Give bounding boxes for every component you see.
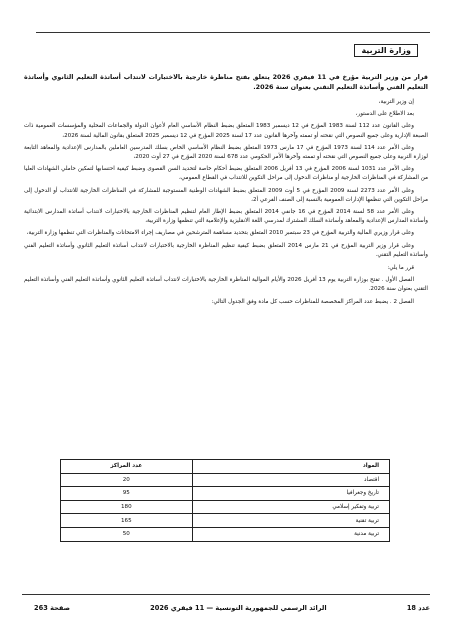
decree-body [24, 72, 428, 310]
subject-cell: تربية مدنية [192, 527, 389, 541]
centers-cell: 165 [61, 514, 193, 528]
centers-cell: 95 [61, 487, 193, 501]
paragraph: إن وزير التربية، [378, 99, 414, 105]
header-centers: عدد المراكز [61, 460, 193, 474]
page-footer [34, 604, 430, 612]
table-row [61, 514, 390, 528]
paragraph: وعلى قرار وزيري المالية والتربية المؤرخ في 23 سبتمبر 2010 المتعلق بتحديد مساهمة المترشحين في مصاريف إجراء الامتحانات والمناظرات التي تنظمها وزارة التربية، [26, 230, 414, 237]
centers-cell: 50 [61, 527, 193, 541]
paragraph: وعلى القانون عدد 112 لسنة 1983 المؤرخ في 12 ديسمبر 1983 المتعلق بضبط النظام الأساسي العام لأعوان الدولة والجماعات المحلية والمؤسسات العمومية ذات الصبغة الإدارية وعلى جميع النصوص التي نقحته أو تممته وآخرها القانون عدد 17 لسنة 2025 المؤرخ في 12 ديسمبر 2025 المتعلق بقانون المالية لسنة 2026، [24, 123, 428, 139]
top-rule [36, 32, 430, 33]
article-1: الفصل الأول . تفتح بوزارة التربية يوم 13 أفريل 2026 والأيام الموالية المناظرة الخارجية بالاختبارات لانتداب أساتذة التعليم الثانوي وأساتذة التعليم الفني وأساتذة التعليم التقني بعنوان سنة 2026. [24, 277, 428, 293]
article-2: الفصل 2 . يضبط عدد المراكز المخصصة للمناظرات حسب كل مادة وفق الجدول التالي: [211, 298, 414, 305]
paragraph: بعد الاطلاع على الدستور، [355, 111, 414, 118]
subject-cell: تاريخ وجغرافيا [192, 487, 389, 501]
table-row [61, 500, 390, 514]
centers-cell: 180 [61, 500, 193, 514]
bottom-rule [22, 594, 430, 595]
header-subject: المواد [192, 460, 389, 474]
subject-cell: تربية تقنية [192, 514, 389, 528]
paragraph: وعلى الأمر عدد 114 لسنة 1973 المؤرخ في 17 مارس 1973 المتعلق بضبط النظام الأساسي الخاص بسلك المدرسين العاملين بالمدارس الإعدادية والمعاهد التابعة لوزارة التربية وعلى جميع النصوص التي نقحته أو تممته وآخرها الأمر الحكومي عدد 678 لسنة 2020 المؤرخ في 27 أوت 2020، [24, 144, 428, 161]
issue-number: عدد 18 [406, 604, 430, 612]
table-row [61, 473, 390, 487]
page-number: صفحة 263 [34, 604, 70, 612]
journal-name: الرائد الرسمي للجمهورية التونسية — 11 فيفري 2026 [150, 604, 327, 612]
table-row [61, 527, 390, 541]
paragraph: وعلى الأمر عدد 1031 لسنة 2006 المؤرخ في 13 أفريل 2006 المتعلق بضبط أحكام خاصة لتحديد السن القصوى وضبط كيفية احتسابها لتمكين حاملي الشهادات العليا من المشاركة في المناظرات الخارجية أو مناظرات الدخول إلى مراحل التكوين للانتداب في القطاع العمومي، [24, 166, 428, 182]
centers-table [60, 459, 390, 542]
decree-title: قرار من وزير التربية مؤرخ في 11 فيفري 2026 يتعلق بفتح مناظرة خارجية بالاختبارات لانتداب أساتذة التعليم الثانوي وأساتذة التعليم الفني وأساتذة التعليم التقني بعنوان سنة 2026. [24, 73, 428, 91]
centers-cell: 20 [61, 473, 193, 487]
paragraph: وعلى قرار وزير التربية المؤرخ في 21 مارس 2014 المتعلق بضبط كيفية تنظيم المناظرة الخارجية بالاختبارات لانتداب أساتذة التعليم الثانوي وأساتذة التعليم الفني وأساتذة التعليم التقني. [24, 242, 428, 258]
subject-cell: تربية وتفكير إسلامي [192, 500, 389, 514]
ministry-heading: وزارة التربية [354, 44, 418, 57]
paragraph: وعلى الأمر عدد 58 لسنة 2014 المؤرخ في 16 جانفي 2014 المتعلق بضبط الإطار العام لتنظيم المناظرات الخارجية بالاختبارات لانتداب أساتذة المدارس الابتدائية وأساتذة المدارس الإعدادية والمعاهد وأساتذة السلك المشترك لمدرسي اللغة الانقليزية والإعلامية التي تنظمها وزارة التربية، [24, 209, 428, 225]
subject-cell: اقتصاد [192, 473, 389, 487]
paragraph: وعلى الأمر عدد 2273 لسنة 2009 المؤرخ في 5 أوت 2009 المتعلق بضبط الشهادات الوطنية المستوجبة للمشاركة في المناظرات الخارجية للانتداب أو الدخول إلى مراحل التكوين التي تنظمها الإدارات العمومية بالنسبة إلى الصنف الفرعي أ2، [24, 187, 428, 203]
table-row [61, 487, 390, 501]
table-header-row [61, 460, 390, 474]
decides-line: قرر ما يلي: [387, 265, 414, 272]
